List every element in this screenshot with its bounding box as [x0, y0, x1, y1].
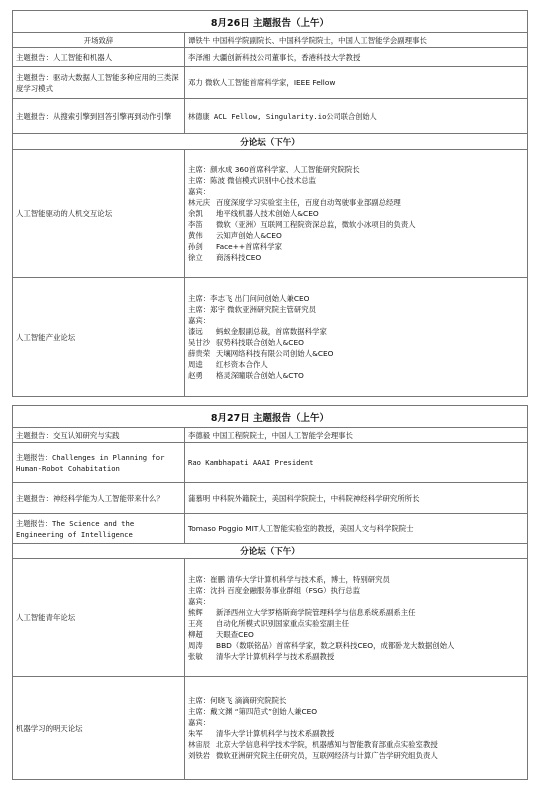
guest-item — [188, 230, 282, 241]
guest-name: 林宙辰 — [188, 740, 211, 749]
day1-schedule-table — [12, 10, 528, 397]
guest-item — [188, 348, 334, 359]
forum-row — [13, 150, 527, 278]
guest-label: 嘉宾： — [188, 718, 211, 727]
guest-name: 李笛 — [188, 220, 203, 229]
row-topic: 主题报告：The Science and the Engineering of Intelligence — [13, 514, 185, 543]
guest-name: 周逵 — [188, 360, 203, 369]
guest-name: 柳超 — [188, 629, 203, 639]
guest-desc: 清华大学计算机科学与技术系副教授 — [216, 651, 335, 661]
row-speaker: 邓力 微软人工智能首席科学家，IEEE Fellow — [188, 78, 336, 87]
guest-label: 嘉宾： — [188, 187, 211, 196]
guest-name: 孙剑 — [188, 242, 203, 251]
forum-people — [185, 677, 527, 779]
table-row — [13, 483, 527, 514]
guest-desc: Face++首席科学家 — [216, 242, 283, 251]
guest-name: 刘铁岩 — [188, 751, 211, 760]
table-row — [13, 428, 527, 443]
guest-desc: 微软（亚洲）互联网工程院资深总监，微软小冰项目的负责人 — [216, 220, 416, 229]
guest-item — [188, 197, 401, 208]
row-speaker: 蒲慕明 中科院外籍院士，美国科学院院士，中科院神经科学研究所所长 — [188, 493, 420, 503]
row-topic: 主题报告：交互认知研究与实践 — [13, 428, 185, 442]
forum-chair: 主席：郑宇 微软亚洲研究院主管研究员 — [188, 305, 316, 314]
day2-subtitle: 分论坛（下午） — [240, 547, 300, 557]
guest-desc: 天眼查CEO — [216, 629, 254, 639]
guest-desc: 云知声创始人&CEO — [216, 231, 282, 240]
guest-desc: 商汤科技CEO — [216, 253, 262, 262]
forum-row — [13, 677, 527, 779]
guest-label: 嘉宾： — [188, 596, 211, 606]
row-topic: 主题报告：从搜索引擎到回答引擎再到动作引擎 — [13, 99, 185, 133]
guest-name: 王亮 — [188, 618, 203, 628]
forum-name: 人工智能产业论坛 — [13, 278, 185, 396]
forum-chair: 主席：李志飞 出门问问创始人兼CEO — [188, 294, 310, 303]
guest-item — [188, 359, 268, 370]
row-speaker: 谭铁牛 中国科学院副院长、中国科学院院士，中国人工智能学会副理事长 — [188, 35, 427, 45]
forum-people — [185, 278, 527, 396]
guest-desc: 百度深度学习实验室主任，百度自动驾驶事业部副总经理 — [216, 198, 401, 207]
forum-name: 机器学习的明天论坛 — [13, 677, 185, 779]
guest-desc: BBD（数联铭品）首席科学家，数之联科技CEO，成都卧龙大数据创始人 — [216, 640, 455, 650]
table-row — [13, 33, 527, 48]
guest-desc: 新泽西州立大学罗格斯商学院管理科学与信息系统系副系主任 — [216, 607, 416, 617]
guest-desc: 微软亚洲研究院主任研究员，互联网经济与计算广告学研究组负责人 — [216, 751, 438, 760]
guest-item — [188, 629, 254, 640]
guest-name: 熊辉 — [188, 607, 203, 617]
row-topic: 主题报告：Challenges in Planning for Human-Robot Cohabitation — [13, 443, 185, 482]
guest-desc: 北京大学信息科学技术学院，机器感知与智能教育部重点实验室教授 — [216, 740, 438, 749]
forum-name: 人工智能驱动的人机交互论坛 — [13, 150, 185, 277]
guest-desc: 天壤网络科技有限公司创始人&CEO — [216, 349, 334, 358]
guest-desc: 红杉资本合作人 — [216, 360, 268, 369]
guest-name: 周涛 — [188, 640, 203, 650]
forum-people — [185, 559, 527, 676]
guest-desc: 清华大学计算机科学与技术系副教授 — [216, 729, 335, 738]
guest-item — [188, 640, 454, 651]
guest-desc: 格灵深瞳联合创始人&CTO — [216, 371, 304, 380]
guest-desc: 驭势科技联合创始人&CEO — [216, 338, 304, 347]
forum-chair: 主席：何晓飞 滴滴研究院院长 — [188, 696, 287, 705]
forum-chair: 主席：崔鹏 清华大学计算机科学与技术系，博士，特别研究员 — [188, 574, 390, 584]
forum-chair: 主席：戴文渊 “第四范式”创始人兼CEO — [188, 707, 318, 716]
guest-item — [188, 618, 349, 629]
forum-name: 人工智能青年论坛 — [13, 559, 185, 676]
forum-chair: 主席：颜水成 360首席科学家、人工智能研究院院长 — [188, 165, 360, 174]
guest-label: 嘉宾： — [188, 316, 211, 325]
guest-name: 徐立 — [188, 253, 203, 262]
day2-subtitle-row — [13, 544, 527, 559]
guest-item — [188, 241, 282, 252]
guest-name: 吴甘沙 — [188, 338, 211, 347]
row-speaker: Tomaso Poggio MIT人工智能实验室的教授，美国人文与科学院院士 — [188, 524, 414, 533]
day2-title: 8月27日 主题报告（上午） — [210, 412, 330, 424]
guest-item — [188, 607, 416, 618]
guest-name: 张敏 — [188, 651, 203, 661]
guest-desc: 自动化所模式识别国家重点实验室副主任 — [216, 618, 350, 628]
forum-row — [13, 559, 527, 677]
guest-desc: 地平线机器人技术创始人&CEO — [216, 209, 319, 218]
guest-item — [188, 252, 261, 263]
day1-title-row — [13, 11, 527, 33]
table-row — [13, 48, 527, 67]
guest-name: 林元庆 — [188, 198, 211, 207]
table-row — [13, 67, 527, 99]
row-speaker: 林德康 ACL Fellow, Singularity.io公司联合创始人 — [188, 111, 377, 121]
row-topic: 主题报告：神经科学能为人工智能带来什么？ — [13, 483, 185, 513]
guest-name: 黄伟 — [188, 231, 203, 240]
day1-subtitle: 分论坛（下午） — [240, 137, 300, 148]
guest-name: 朱军 — [188, 729, 203, 738]
day1-title: 8月26日 主题报告（上午） — [210, 17, 330, 29]
table-row — [13, 443, 527, 483]
guest-item — [188, 219, 416, 230]
guest-item — [188, 651, 334, 662]
row-topic: 开场致辞 — [13, 33, 185, 47]
guest-name: 余凯 — [188, 209, 203, 218]
guest-desc: 蚂蚁金服副总裁，首席数据科学家 — [216, 327, 327, 336]
row-speaker: 李泽湘 大疆创新科技公司董事长，香港科技大学教授 — [188, 52, 361, 62]
forum-people — [185, 150, 527, 277]
guest-name: 赵勇 — [188, 371, 203, 380]
day2-title-row — [13, 406, 527, 428]
table-row — [13, 99, 527, 134]
table-row — [13, 514, 527, 544]
guest-name: 薛贵荣 — [188, 349, 211, 358]
row-speaker: Rao Kambhapati AAAI President — [188, 458, 314, 467]
forum-chair: 主席：陈波 微信模式识别中心技术总监 — [188, 176, 316, 185]
guest-item — [188, 326, 327, 337]
row-topic: 主题报告：人工智能和机器人 — [13, 48, 185, 66]
forum-chair: 主席：沈抖 百度金融服务事业群组（FSG）执行总监 — [188, 585, 361, 595]
guest-item — [188, 370, 304, 381]
forum-row — [13, 278, 527, 396]
day2-schedule-table — [12, 405, 528, 780]
guest-item — [188, 739, 438, 750]
row-topic: 主题报告：驱动大数据人工智能多种应用的三类深度学习模式 — [13, 67, 185, 98]
guest-item — [188, 337, 304, 348]
day1-subtitle-row — [13, 134, 527, 150]
guest-item — [188, 750, 438, 761]
guest-item — [188, 208, 319, 219]
guest-item — [188, 728, 334, 739]
row-speaker: 李德毅 中国工程院院士，中国人工智能学会理事长 — [188, 430, 353, 440]
guest-name: 漆远 — [188, 327, 203, 336]
